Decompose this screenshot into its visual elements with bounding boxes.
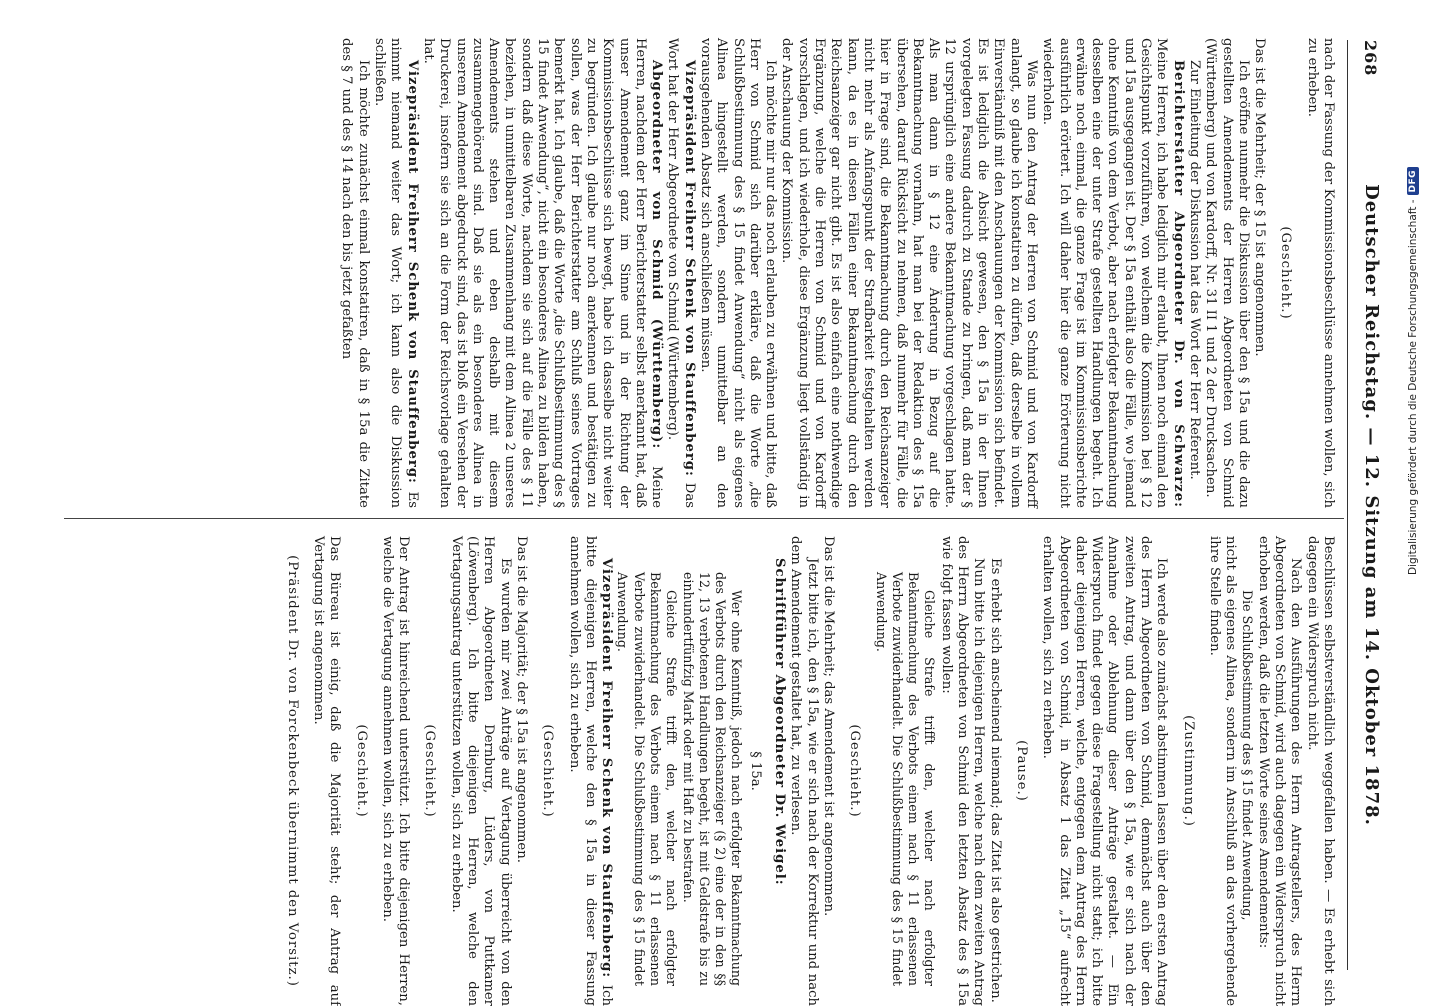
paragraph: [539, 536, 555, 1006]
paragraph: [1238, 536, 1254, 1006]
paragraph-text: Jetzt bitte ich, den § 15a, wie er sich nach der Korrektur und nach dem Amendement gestaltet hat, zu verlesen.: [788, 536, 820, 1006]
paragraph-text: Das Büreau ist einig, daß die Majorität steht; der Antrag auf Vertagung ist angenommen.: [310, 536, 343, 1006]
paragraph-text: Nach den Ausführungen des Herrn Antragstellers, des Herrn Abgeordneten von Schmid, wird auch dagegen ein Widerspruch nicht erhoben werden, daß die letzten Worte seines Amendements:: [1255, 536, 1304, 1006]
paragraph: [1013, 536, 1029, 1006]
paragraph: [513, 536, 529, 1006]
paragraph-text: Das ist die Mehrheit; der § 15 ist angenommen.: [1252, 38, 1268, 357]
page-title: Deutscher Reichstag. — 12. Sitzung am 14. Oktober 1878.: [1361, 184, 1382, 826]
paragraph: [1186, 38, 1202, 508]
paragraph-text: Beschlüssen selbstverständlich weggefallen haben. — Es erhebt sich dagegen ein Widerspruch nicht.: [1304, 536, 1336, 1006]
paragraph-text: nicht als eigenes Alinea, sondern im Anschluß an das vorhergehende ihre Stelle finden.: [1206, 536, 1239, 1006]
paragraph: [1039, 536, 1169, 1006]
paragraph-text: Das ist die Majorität; der § 15a ist angenommen.: [513, 536, 529, 863]
paragraph: [697, 38, 778, 508]
paragraph: [1206, 536, 1239, 1006]
paragraph-text: Ich möchte mir nur das noch erlauben zu erwähnen und bitte, daß Herr von Schmid sich darüber erkläre, daß die Worte „die Schlußbestimmung des § 15 findet Anwendung“ nicht als eigenes Alinea hingestellt werden, sondern unmittelbar an den vorausgehenden Absatz sich anschließen müssen.: [698, 38, 779, 508]
paragraph: [1303, 38, 1336, 508]
paragraph: [1179, 536, 1195, 1006]
paragraph-text: (Zustimmung.): [1180, 715, 1196, 827]
paragraph: [771, 536, 787, 1006]
paragraph-text: Nun bitte ich diejenigen Herren, welche nach dem zweiten Antrag des Herrn Abgeordneten von Schmid den letzten Absatz des § 15a wie folgt fassen wollen:: [938, 536, 987, 1006]
footer-text: Digitalisierung gefördert durch die Deutsche Forschungsgemeinschaft -: [1407, 199, 1419, 575]
speaker-name: Vizepräsident Freiherr Schenk von Stauffenberg:: [681, 60, 697, 477]
left-column: [338, 38, 1336, 508]
paragraph: [447, 536, 512, 1006]
speaker-name: Vizepräsident Freiherr Schenk von Stauffenberg:: [404, 60, 420, 484]
paragraph-text: Was nun den Antrag der Herren von Schmid und von Kardorff anlangt, so glaube ich konstatiren zu dürfen, daß derselbe in vollem Einverständniß mit den Anschauungen der Kommission sich befindet. Es ist lediglich die Absicht gewesen, den § 15a in der Ihnen vorgelegten Fassung dadurch zu Stande zu bringen, daß man der § 12 ursprünglich eine andere Bekanntmachung vorgeschlagen hatte. Als man dann in § 12 eine Änderung in Bezug auf die Bekanntmachung vornahm, hat man bei der Redaktion des § 15a übersehen, darauf Rücksicht zu nehmen, daß nunmehr für Fälle, die hier in Frage sind, die Bekanntmachung durch den Reichsanzeiger nicht mehr als Anfangspunkt der Strafbarkeit festgehalten werden kann, da es in diesen Fällen einer Bekanntmachung durch den Reichsanzeiger gar nicht gibt. Es ist also einfach eine nothwendige Ergänzung, welche die Herren von Schmid und von Kardorff vorschlagen, und ich wiederhole, diese Ergänzung liegt vollständig in der Anschauung der Kommission.: [779, 38, 1039, 508]
paragraph: [872, 536, 937, 1006]
paragraph: [1277, 38, 1293, 508]
paragraph-text: Es nimmt niemand weiter das Wort; ich kann also die Diskussion schließen.: [372, 38, 420, 508]
page-header: [1354, 40, 1382, 970]
paragraph: [679, 536, 744, 1006]
paragraph: [1251, 38, 1267, 508]
paragraph-text: Die Schlußbestimmung des § 15 findet Anwendung,: [1239, 590, 1255, 921]
paragraph-text: Es erhebt sich anscheinend niemand; das Zitat ist also gestrichen.: [987, 558, 1003, 1003]
paragraph-text: Das Wort hat der Herr Abgeordnete von Schmid (Württemberg).: [665, 38, 697, 508]
paragraph-text: nach der Fassung der Kommissionsbeschlüsse annehmen wollen, sich zu erheben.: [1304, 38, 1336, 508]
paragraph: [986, 536, 1002, 1006]
paragraph-text: (Geschieht.): [353, 724, 369, 818]
right-column: [273, 536, 1336, 1006]
page-number: 268: [1361, 40, 1380, 77]
paragraph-text: Ich möchte zunächst einmal konstatiren, daß in § 15a die Zitate des § 7 und des § 14 nach den bis jetzt gefaßten: [339, 38, 371, 508]
paragraph-text: (Pause.): [1013, 740, 1029, 802]
paragraph: [283, 536, 299, 1006]
paragraph: [352, 536, 368, 1006]
paragraph-text: Das ist die Mehrheit; das Amendement ist angenommen.: [820, 536, 836, 917]
paragraph: [747, 536, 763, 1006]
speaker-name: Berichterstatter Abgeordneter Dr. von Schwarze:: [1170, 60, 1186, 508]
paragraph: [787, 536, 820, 1006]
paragraph-text: Meine Herren, ich habe lediglich mir erlaubt, Ihnen noch einmal den Gesichtspunkt vorzuführen, von welchem die Kommission bei § 12 und 15a ausgegangen ist. Der § 15a enthält also die Fälle, wo jemand ohne Kenntniß von dem Verbot, aber nach erfolgter Bekanntmachung desselben eine der unter Strafe gestellten Handlungen begeht. Ich erwähne noch einmal, die ganze Frage ist im Kommissionsberichte ausführlich erörtert. Ich will daher hier die ganze Erörterung nicht wiederholen.: [1040, 38, 1170, 508]
paragraph-text: (Geschieht.): [422, 724, 438, 818]
paragraph: [1255, 536, 1304, 1006]
dfg-logo: DFG: [1407, 167, 1419, 196]
paragraph-text: (Geschieht.): [540, 724, 556, 818]
speaker-name: Schriftführer Abgeordneter Dr. Weigel:: [772, 558, 788, 886]
paragraph-text: Ich werde also zunächst abstimmen lassen über den ersten Antrag des Herrn Abgeordneten von Schmid, demnächst auch über den zweiten Antrag, und dann über den § 15a, wie er sich nach der Annahme oder Ablehnung dieser Anträge gestaltet. — Ein Widerspruch findet gegen diese Fragestellung nicht statt; ich bitte daher diejenigen Herren, welche, entgegen dem Antrag des Herrn Abgeordneten von Schmid, in Absatz 1 das Zitat „15“ aufrecht erhalten wollen, sich zu erheben.: [1040, 536, 1170, 1006]
paragraph-text: Wer ohne Kenntniß, jedoch nach erfolgter Bekanntmachung des Verbots durch den Reichsanzeiger (§ 2) eine der in den §§ 12, 13 verbotenen Handlungen begeht, ist mit Geldstrafe bis zu einhundertfünfzig Mark oder mit Haft zu bestrafen.: [680, 572, 745, 986]
paragraph: [820, 536, 836, 1006]
paragraph-text: Der Antrag ist hinreichend unterstützt. Ich bitte diejenigen Herren, welche die Vertagung annehmen wollen, sich zu erheben.: [379, 536, 412, 1006]
paragraph: [1039, 38, 1186, 508]
paragraph: [937, 536, 986, 1006]
paragraph: [846, 536, 862, 1006]
paragraph: [565, 536, 614, 1006]
paragraph: [664, 38, 697, 508]
paragraph-text: Es wurden mir zwei Anträge auf Vertagung überreicht von den Herren Abgeordneten Dernburg, Lüders, von Puttkamer (Löwenberg). Ich bitte diejenigen Herren, welche den Vertagungsantrag unterstützen wollen, sich zu erheben.: [448, 536, 513, 1006]
paragraph-text: Gleiche Strafe trifft den, welcher nach erfolgter Bekanntmachung des Verbots einem nach § 11 erlassenen Verbote zuwiderhandelt. Die Schlußbestimmung des § 15 findet Anwendung.: [873, 572, 938, 986]
digitization-footer: [1404, 155, 1422, 575]
paragraph-text: (Geschieht.): [1278, 226, 1294, 320]
paragraph: [310, 536, 343, 1006]
paragraph-text: Meine Herren, nachdem der Herr Berichterstatter selbst anerkannt hat, daß unser Amendement ganz im Sinne und in der Richtung der Kommissionsbeschlüsse sich bewegt, habe ich dasselbe nicht weiter zu begründen. Ich glaube nur noch anerkennen und bestätigen zu sollen, was der Herr Berichterstatter am Schluß seines Vortrages bemerkt hat. Ich glaube, daß die Worte „die Schlußbestimmung des § 15 findet Anwendung“, nicht ein besonderes Alinea zu bilden haben, sondern daß diese Worte, nachdem sie sich auf die Fälle des § 11 beziehen, in unmittelbaren Zusammenhang mit dem Alinea 2 unseres Amendements stehen und eben deshalb mit diesem zusammengehörend sind. Daß sie als ein besonderes Alinea in unserem Amendement abgedruckt sind, das ist bloß ein Versehen der Druckerei, insofern sie sich an die Form der Reichsvorlage gehalten hat.: [420, 38, 665, 508]
paragraph-text: Ich bitte diejenigen Herren, welche den § 15a in dieser Fassung annehmen wollen, sich zu erheben.: [566, 536, 615, 1006]
paragraph: [1202, 38, 1251, 508]
paragraph: [379, 536, 412, 1006]
paragraph: [338, 38, 371, 508]
speaker-name: Vizepräsident Freiherr Schenk von Stauffenberg:: [599, 558, 615, 979]
paragraph-text: (Geschieht.): [847, 724, 863, 818]
paragraph: [778, 38, 1039, 508]
paragraph-text: § 15a.: [747, 751, 763, 791]
paragraph: [420, 38, 664, 508]
paragraph: [421, 536, 437, 1006]
paragraph-text: Zur Einleitung der Diskussion hat das Wort der Herr Referent.: [1186, 60, 1202, 480]
paragraph-text: Ich eröffne nunmehr die Diskussion über den § 15a und die dazu gestellten Amendements der Herren Abgeordneten von Schmid (Württemberg) und von Kardorff, Nr. 31 II 1 und 2 der Drucksachen.: [1203, 38, 1251, 508]
paragraph: [614, 536, 679, 1006]
paragraph: [1303, 536, 1336, 1006]
column-divider: [64, 518, 1344, 519]
paragraph-text: Gleiche Strafe trifft den, welcher nach erfolgter Bekanntmachung des Verbots einem nach § 11 erlassenen Verbote zuwiderhandelt. Die Schlußbestimmung des § 15 findet Anwendung.: [615, 572, 680, 986]
speaker-name: Abgeordneter von Schmid (Württemberg):: [649, 60, 665, 450]
header-rule: [1347, 40, 1348, 970]
paragraph-text: (Präsident Dr. von Forckenbeck übernimmt den Vorsitz.): [284, 555, 300, 987]
paragraph: [371, 38, 420, 508]
